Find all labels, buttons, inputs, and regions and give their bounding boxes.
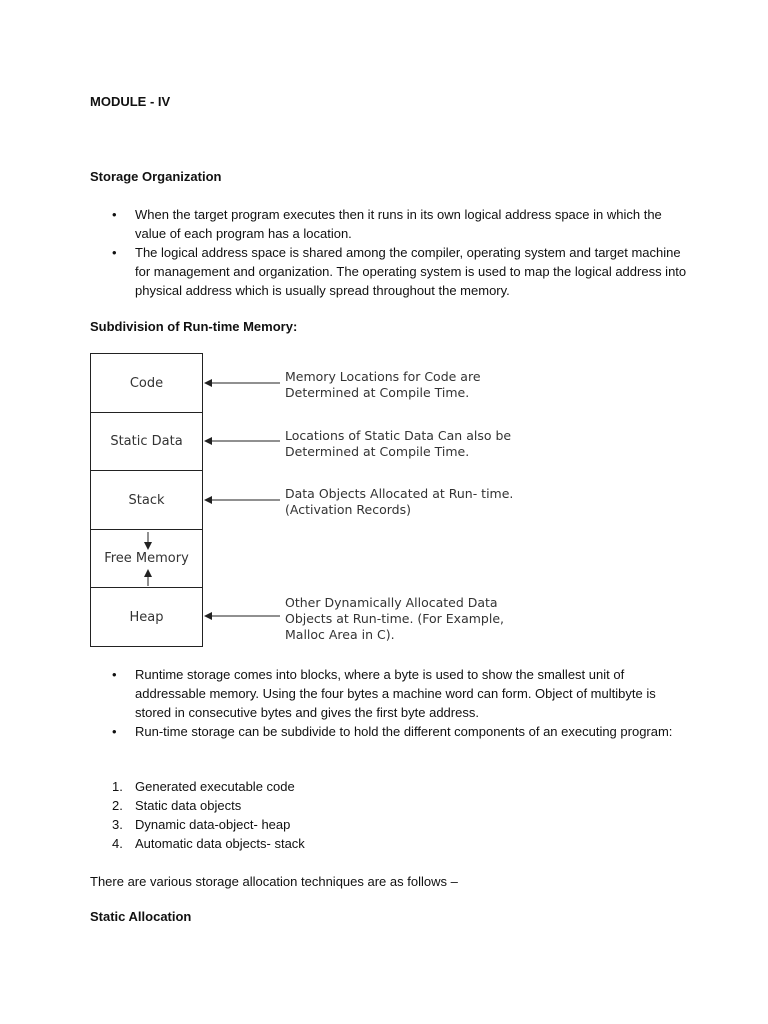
- list-item: • The logical address space is shared among the compiler, operating system and target machine for management and organization. The operating system is used to map the logical address into physical address which is usually spread throughout the memory.: [90, 243, 690, 300]
- heap-note: Other Dynamically Allocated Data Objects at Run-time. (For Example, Malloc Area in C).: [285, 595, 504, 642]
- runtime-memory-diagram: [90, 353, 530, 647]
- static-data-note: Locations of Static Data Can also be Determined at Compile Time.: [285, 428, 512, 459]
- list-item: [90, 777, 690, 796]
- module-title: MODULE - IV: [90, 94, 171, 109]
- list-text: Static data objects: [135, 798, 242, 813]
- code-note: Memory Locations for Code are Determined at Compile Time.: [285, 369, 481, 400]
- heap-block: Heap: [90, 587, 203, 647]
- list-number: 2.: [112, 798, 123, 813]
- section-title: Storage Organization: [90, 169, 222, 184]
- list-text: Generated executable code: [135, 779, 295, 794]
- list-item: [90, 796, 690, 815]
- list-number: 1.: [112, 779, 123, 794]
- list-number: 4.: [112, 836, 123, 851]
- static-allocation-heading: Static Allocation: [90, 909, 192, 924]
- techniques-line: There are various storage allocation techniques are as follows –: [90, 874, 458, 889]
- stack-block: Stack: [90, 470, 203, 530]
- runtime-bullet-list: [90, 665, 690, 741]
- components-list: [90, 777, 690, 853]
- list-item: • Run-time storage can be subdivide to hold the different components of an executing program:: [90, 722, 690, 741]
- code-block: Code: [90, 353, 203, 413]
- stack-note: Data Objects Allocated at Run- time. (Activation Records): [285, 486, 514, 517]
- list-item: • When the target program executes then it runs in its own logical address space in which the value of each program has a location.: [90, 205, 690, 243]
- list-item: • Runtime storage comes into blocks, where a byte is used to show the smallest unit of addressable memory. Using the four bytes a machine word can form. Object of multibyte is stored in consecutive bytes and gives the first byte address.: [90, 665, 690, 722]
- list-text: Dynamic data-object- heap: [135, 817, 291, 832]
- static-data-block: Static Data: [90, 412, 203, 471]
- list-text: Automatic data objects- stack: [135, 836, 305, 851]
- list-number: 3.: [112, 817, 123, 832]
- list-item: [90, 834, 690, 853]
- list-item: [90, 815, 690, 834]
- subdivision-heading: Subdivision of Run-time Memory:: [90, 319, 298, 334]
- intro-bullet-list: [90, 205, 690, 300]
- free-memory-block: Free Memory: [90, 529, 203, 588]
